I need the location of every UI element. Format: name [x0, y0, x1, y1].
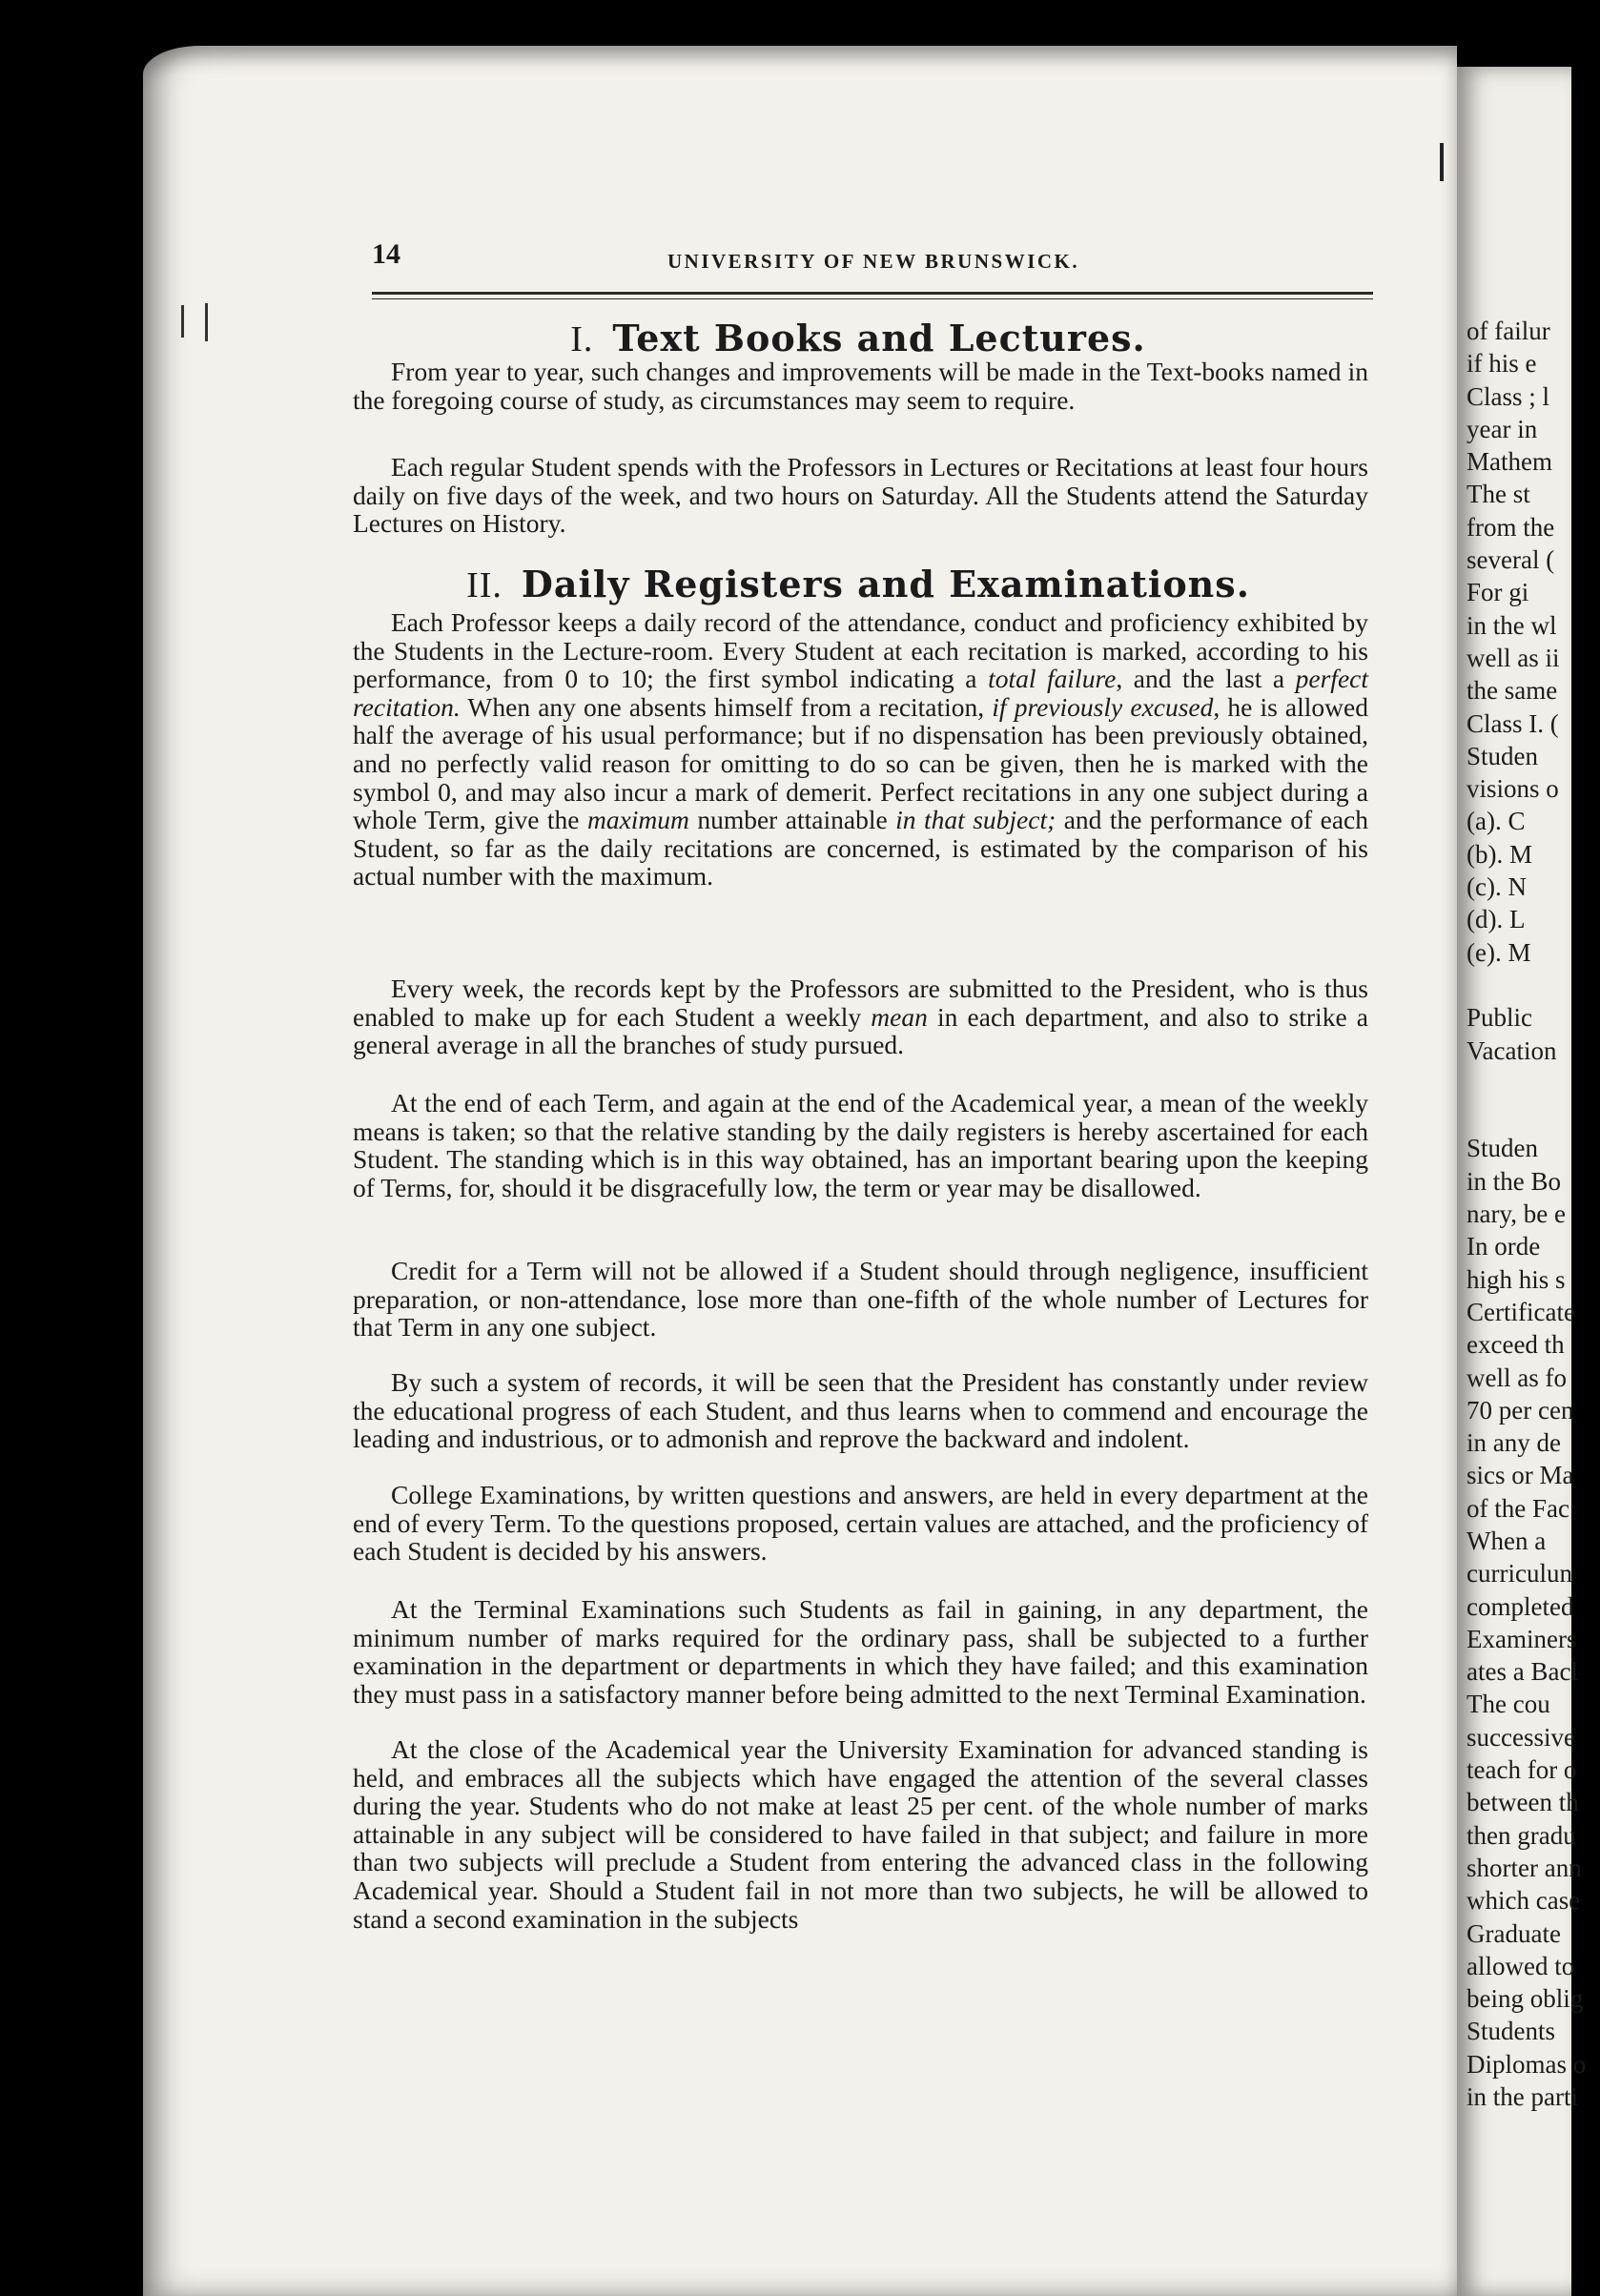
paragraph: Credit for a Term will not be allowed if a Student should through negligence, insufficient preparation, or non-attendance, lose more than one-fifth of the whole number of Lectures for that Term in any one subject. — [353, 1256, 1368, 1343]
adjacent-page-line — [1467, 969, 1600, 1001]
adjacent-page-line: sics or Ma — [1467, 1461, 1574, 1490]
adjacent-page-line: In orde — [1467, 1232, 1541, 1261]
adjacent-page-line: of failur — [1467, 317, 1550, 345]
adjacent-page-line: exceed th — [1467, 1330, 1565, 1360]
paragraph: By such a system of records, it will be seen that the President has constantly under review the educational progress of each Student, and thus learns when to commend and encourage the leading and industrious, or to admonish and reprove the backward and indolent. — [353, 1367, 1368, 1454]
adjacent-page-line: (c). N — [1467, 872, 1527, 902]
paragraph: At the Terminal Examinations such Students as fail in gaining, in any department, the minimum number of marks required for the ordinary pass, shall be subjected to a further examination in the department or departments in which they have failed; and this examination they must pass in a satisfactory manner before being admitted to the next Terminal Examination. — [353, 1594, 1368, 1709]
adjacent-page-line: well as ii — [1467, 643, 1560, 672]
adjacent-page-line: in the parti — [1467, 2082, 1578, 2112]
adjacent-page-line: successive — [1467, 1722, 1575, 1752]
section-number: II. — [466, 565, 503, 605]
adjacent-page-line: in the Bo — [1467, 1166, 1561, 1196]
adjacent-page-line: in the wl — [1467, 610, 1557, 640]
text-run: , he is allowed half the average of his usual performance; but if no dispensation has been previously obtained, and no perfectly valid reason for omitting to do so can be given, then he is marked with the symbol 0, and may also incur a mark of demerit. Perfect recitations in any one subject during a whole Term, give the — [353, 691, 1368, 835]
adjacent-page-line: high his s — [1467, 1264, 1566, 1294]
header-title: UNIVERSITY OF NEW BRUNSWICK. — [667, 250, 1080, 273]
adjacent-page-line: ates a Bacl — [1467, 1657, 1578, 1687]
adjacent-page-line: curriculun — [1467, 1559, 1572, 1589]
adjacent-page-line — [1467, 1067, 1600, 1099]
running-head — [372, 238, 1430, 282]
section-title: Text Books and Lectures. — [612, 317, 1146, 359]
margin-mark — [205, 303, 208, 341]
text-run: Every week, the records kept by the Professors are submitted to the President, who is thus enabled to make up for each Student a weekly — [353, 974, 1368, 1032]
adjacent-page-line: (b). M — [1467, 839, 1532, 869]
adjacent-page-line: several ( — [1467, 545, 1555, 575]
text-run: , and the last a — [1116, 664, 1296, 694]
adjacent-page-line: (e). M — [1467, 937, 1531, 967]
emphasis: if previously excused — [992, 691, 1214, 722]
emphasis: total failure — [988, 664, 1117, 694]
adjacent-page-text — [1467, 315, 1600, 2113]
adjacent-page-line: from the — [1467, 512, 1555, 542]
paragraph: Each regular Student spends with the Professors in Lectures or Recitations at least four hours daily on five days of the week, and two hours on Saturday. All the Students attend the Saturday Lectures on History. — [353, 452, 1368, 539]
adjacent-page-line: (d). L — [1467, 905, 1526, 934]
adjacent-page-line: Graduate — [1467, 1918, 1561, 1948]
adjacent-page-line: year in — [1467, 414, 1538, 443]
adjacent-page-line: 70 per cen — [1467, 1395, 1574, 1425]
adjacent-page-line: (a). C — [1467, 807, 1526, 836]
adjacent-page-line: of the Fac — [1467, 1493, 1569, 1523]
adjacent-page-line: When a — [1467, 1526, 1547, 1555]
adjacent-page-line: teach for o — [1467, 1755, 1577, 1785]
adjacent-page-line: Public — [1467, 1003, 1533, 1033]
header-rule — [372, 292, 1373, 295]
adjacent-page-line: being oblig — [1467, 1984, 1584, 2014]
text-run: When any one absents himself from a recitation, — [460, 691, 993, 722]
section-heading-1 — [353, 317, 1364, 360]
emphasis: in that subject; — [895, 805, 1056, 835]
emphasis: perfect recitation. — [353, 664, 1368, 722]
adjacent-page-line: nary, be e — [1467, 1199, 1566, 1229]
adjacent-page-line: Vacation — [1467, 1035, 1557, 1065]
adjacent-page-line: The st — [1467, 480, 1530, 509]
text-run: in each department, and also to strike a general average in all the branches of study pursued. — [353, 1001, 1368, 1060]
adjacent-page-line: allowed to — [1467, 1951, 1575, 1980]
paragraph: At the close of the Academical year the University Examination for advanced standing is held, and embraces all the subjects which have engaged the attention of the several classes during the year. Students who do not make at least 25 per cent. of the whole number of marks attainable in any subject will be considered to have failed in that subject; and failure in more than two subjects will preclude a Student from entering the advanced class in the following Academical year. Should a Student fail in not more than two subjects, he will be allowed to stand a second examination in the subjects — [353, 1734, 1368, 1934]
adjacent-page-line: Diplomas o — [1467, 2049, 1587, 2079]
adjacent-page-line: Examiners — [1467, 1624, 1577, 1653]
adjacent-page-line: completed — [1467, 1591, 1574, 1621]
adjacent-page-line: between th — [1467, 1788, 1579, 1817]
adjacent-page-line: then gradu — [1467, 1820, 1576, 1850]
adjacent-page-line: which case — [1467, 1886, 1581, 1916]
adjacent-page-line: well as fo — [1467, 1363, 1567, 1392]
adjacent-page-line: Class ; l — [1467, 381, 1550, 411]
adjacent-page-line: Class I. ( — [1467, 708, 1559, 738]
adjacent-page-line: visions o — [1467, 774, 1559, 804]
adjacent-page-line: Mathem — [1467, 447, 1552, 477]
adjacent-page-line: Studen — [1467, 741, 1539, 770]
adjacent-page-line: if his e — [1467, 349, 1537, 379]
adjacent-page-line: The cou — [1467, 1690, 1550, 1719]
adjacent-page-line: Studen — [1467, 1134, 1539, 1163]
adjacent-page-line: the same — [1467, 676, 1558, 706]
paragraph: From year to year, such changes and improvements will be made in the Text-books named in the foregoing course of study, as circumstances may seem to require. — [353, 357, 1368, 415]
binding-mark — [1440, 143, 1444, 181]
adjacent-page-line: Students — [1467, 2017, 1556, 2046]
page-number: 14 — [372, 238, 400, 270]
adjacent-page-line: in any de — [1467, 1428, 1561, 1458]
paragraph: At the end of each Term, and again at the end of the Academical year, a mean of the weekly means is taken; so that the relative standing by the daily registers is hereby ascertained for each Student. The standing which is in this way obtained, has an important bearing upon the keeping of Terms, for, should it be disgracefully low, the term or year may be disallowed. — [353, 1088, 1368, 1202]
emphasis: maximum — [586, 805, 689, 835]
paragraph: College Examinations, by written questions and answers, are held in every department at the end of every Term. To the questions proposed, certain values are attached, and the proficiency of each Student is decided by his answers. — [353, 1480, 1368, 1567]
adjacent-page-line: For gi — [1467, 578, 1529, 607]
text-run: Each Professor keeps a daily record of the attendance, conduct and proficiency exhibited by the Students in the Lecture-room. Every Student at each recitation is marked, according to his performance, from 0 to 10; the first symbol indicating a — [353, 607, 1368, 694]
text-run: and the performance of each Student, so far as the daily recitations are concerned, is estimated by the comparison of his actual number with the maximum. — [353, 805, 1368, 892]
adjacent-page-line: Certificate — [1467, 1297, 1575, 1326]
emphasis: mean — [871, 1001, 928, 1032]
section-heading-2 — [353, 563, 1364, 606]
header-rule-thin — [372, 298, 1373, 299]
section-number: I. — [570, 319, 594, 359]
adjacent-page-line — [1467, 1099, 1600, 1132]
paragraph — [353, 608, 1368, 891]
adjacent-page-line: shorter ann — [1467, 1853, 1582, 1882]
text-run: number attainable — [688, 805, 896, 835]
section-title: Daily Registers and Examinations. — [521, 563, 1250, 605]
margin-mark — [181, 305, 184, 338]
paragraph — [353, 974, 1368, 1059]
